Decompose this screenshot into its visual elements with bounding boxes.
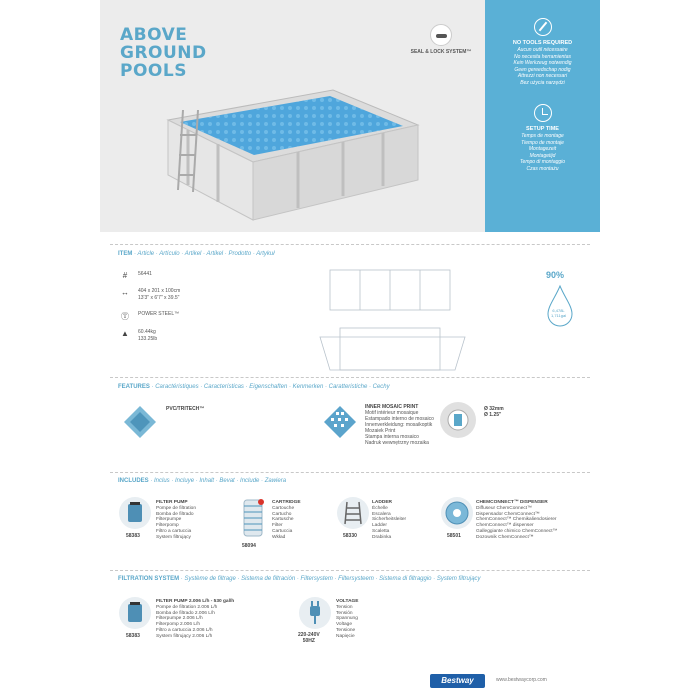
include-heading: LADDER	[372, 500, 392, 505]
product-sheet	[100, 0, 600, 700]
feature-highlight-panel	[485, 0, 600, 232]
filter-pump-icon	[118, 596, 152, 630]
voltage-value	[298, 632, 320, 644]
spec-item-number	[118, 271, 152, 280]
include-heading: FILTER PUMP 2.006 L/h - 530 gal/h	[156, 599, 235, 604]
translation-line: Mozaiek Print	[365, 428, 396, 434]
translation-line: Sicherheitsleiter	[372, 517, 407, 523]
cartridge-icon	[240, 496, 266, 540]
trademark-icon: Ⓣ	[121, 312, 129, 321]
translation-line: Voltage	[336, 622, 353, 628]
translation-line: Escalera	[372, 511, 391, 517]
translation-line: Pompe de filtration	[156, 505, 196, 511]
translation-line: Diffuseur ChemConnect™	[476, 505, 532, 511]
hero-title	[120, 26, 207, 80]
translation-line: Napięcie	[336, 633, 355, 639]
include-heading: FILTER PUMP	[156, 500, 188, 505]
translation-line: Bomba de filtrado	[156, 511, 194, 517]
section-title-langs: · Système de filtrage · Sistema de filtración · Filtersystem · Filtersysteem · Sistema di filtraggio · System filtrujący	[180, 576, 481, 582]
translation-line: System filtrujący	[156, 534, 191, 540]
translation-line: Tempo di montaggio	[519, 159, 566, 165]
translation-line: Filtro a cartuccia	[156, 528, 192, 534]
weight-metric: 60.44kg	[138, 329, 156, 335]
filter-pump-icon	[118, 496, 152, 530]
feature-heading: PVC/TRITECH™	[166, 406, 205, 412]
capacity-label	[551, 308, 566, 318]
translation-line: Filterpomp	[156, 523, 179, 529]
translation-line: Filterpumpe	[156, 517, 182, 523]
translation-line: Aucun outil nécessaire	[517, 47, 568, 53]
hero-title-line: ABOVE	[120, 25, 188, 45]
translation-line: Attrezzi non necessari	[517, 73, 568, 79]
translation-line: Cartucho	[272, 511, 292, 517]
translation-line: Filterpumpe 2.006 L/h	[156, 616, 203, 622]
translation-line: Motif intérieur mosaique	[365, 410, 419, 416]
section-title-main: ITEM	[118, 251, 133, 257]
setup-time-translations	[485, 133, 600, 172]
translation-line: Geen gereedschap nodig	[514, 66, 571, 73]
translation-line: Kein Werkzeug notwendig	[513, 60, 572, 66]
item-section-title	[118, 251, 275, 257]
spec-material	[118, 311, 179, 322]
translation-line: Tensione	[336, 627, 356, 633]
translation-line: Drabinka	[372, 534, 392, 540]
translation-line: Bez użycia narzędzi	[520, 79, 565, 86]
translation-line: Montagetijd	[529, 152, 556, 159]
translation-line: System filtrujący 2.006 L/h	[156, 633, 213, 639]
translation-line: Dozownik ChemConnect™	[476, 534, 534, 540]
features-section-title	[118, 384, 390, 390]
no-tools-icon	[534, 18, 552, 36]
translation-line: Tensión	[336, 610, 353, 616]
voltage-frequency: 50HZ	[302, 638, 315, 644]
translation-line: No necesita herramientas	[514, 53, 571, 60]
translation-line: Kartusche	[272, 517, 294, 523]
setup-time-icon	[534, 104, 552, 122]
seal-lock-label: SEAL & LOCK SYSTEM™	[410, 49, 472, 55]
section-title-langs: · Inclus · Incluye · Inhalt · Bevat · Include · Zawiera	[150, 478, 287, 484]
translation-line: Filter	[272, 523, 283, 529]
dimension-diagram	[295, 262, 490, 382]
ladder-icon	[336, 496, 370, 530]
product-code: 58330	[343, 533, 357, 539]
section-title-main: FILTRATION SYSTEM	[118, 576, 180, 582]
translation-line: ChemConnect™ dispenser	[476, 523, 534, 529]
setup-time-heading: SETUP TIME	[526, 126, 559, 132]
power-plug-icon	[298, 596, 332, 630]
include-filter-pump	[156, 500, 196, 541]
translation-line: Bomba de filtrado 2.006 L/h	[156, 610, 215, 616]
translation-line: Stampa interna mosaico	[365, 434, 419, 440]
include-ladder	[372, 500, 406, 541]
filtration-pump	[156, 599, 234, 640]
filtration-section-title	[118, 576, 481, 582]
translation-line: Temps de montage	[521, 133, 564, 139]
no-tools-translations	[485, 47, 600, 86]
product-code: 58094	[242, 543, 256, 549]
include-cartridge	[272, 500, 301, 541]
hero-image-panel	[100, 0, 485, 232]
section-divider	[110, 570, 590, 571]
section-title-main: INCLUDES	[118, 478, 149, 484]
section-title-langs: · Article · Artículo · Artikel · Artikel · Prodotto · Artykuł	[134, 251, 275, 257]
translation-line: Dispensador ChemConnect™	[476, 511, 540, 517]
include-heading: CARTRIDGE	[272, 500, 301, 505]
translation-line: Czas montażu	[526, 165, 559, 172]
dimension-imperial: 13'3" x 6'7" x 39.5"	[138, 294, 180, 301]
translation-line: Montagezeit	[528, 146, 557, 152]
dimensions-icon: ↔	[121, 288, 129, 297]
translation-line: Galleggiante chimico ChemConnect™	[476, 528, 558, 534]
chem-dispenser-icon	[440, 496, 474, 530]
include-chem-dispenser	[476, 500, 557, 541]
pipe-diameter-inch: Ø 1.25"	[484, 412, 502, 418]
translation-line: Innenverkleidung: mosaikoptik	[365, 422, 433, 428]
material-label: POWER STEEL™	[138, 311, 180, 317]
feature-heading: INNER MOSAIC PRINT	[365, 404, 419, 410]
product-code: 58383	[126, 633, 140, 639]
water-drop-icon	[545, 284, 575, 328]
translation-line: Cartouche	[272, 505, 295, 511]
section-title-langs: · Caractéristiques · Características · Eigenschaften · Kenmerken · Caratteristiche · Cechy	[151, 384, 390, 390]
hash-icon: #	[122, 271, 128, 280]
translation-line: Pompe de filtration 2.006 L/h	[156, 604, 218, 610]
website-url[interactable]: www.bestwaycorp.com	[496, 677, 547, 683]
hero-title-line: POOLS	[120, 61, 187, 81]
translation-line: ChemConnect™ Chemikaliendosierer	[476, 517, 557, 523]
translation-line: Filterpomp 2.006 L/h	[156, 622, 200, 628]
translation-line: Échelle	[372, 505, 388, 511]
voltage-range: 220-240V	[298, 632, 320, 638]
weight-imperial: 133.25lb	[138, 335, 158, 342]
feature-pvc	[166, 406, 204, 412]
product-code: 58383	[126, 533, 140, 539]
seal-lock-icon	[430, 24, 452, 46]
spec-dimensions	[118, 288, 180, 301]
capacity-gallons: 1,711gal	[551, 313, 567, 318]
filtration-voltage	[336, 599, 358, 640]
no-tools-heading: NO TOOLS REQUIRED	[512, 40, 573, 46]
include-heading: CHEMCONNECT™ DISPENSER	[476, 500, 548, 505]
fill-percentage: 90%	[546, 270, 565, 280]
translation-line: Tension	[336, 604, 353, 610]
pool-illustration	[158, 80, 428, 230]
translation-line: Filtro a cartuccia 2.006 L/h	[156, 627, 213, 633]
weight-icon: ▲	[121, 329, 129, 338]
translation-line: Tiempo de montaje	[521, 139, 564, 146]
translation-line: Cartuccia	[272, 528, 293, 534]
feature-mosaic	[365, 404, 434, 446]
translation-line: Ladder	[372, 523, 387, 529]
translation-line: Scaletta	[372, 528, 390, 534]
capacity-liters: 6,478L	[552, 308, 565, 313]
bestway-logo: Bestway	[430, 674, 485, 688]
translation-line: Spannung	[336, 616, 358, 622]
pipe-diameter-mm: Ø 32mm	[484, 406, 504, 412]
product-code: 58501	[447, 533, 461, 539]
dimension-metric: 404 x 201 x 100cm	[138, 288, 181, 294]
section-divider	[110, 472, 590, 473]
section-divider	[110, 244, 590, 245]
hero-title-line: GROUND	[120, 43, 207, 63]
pvc-material-icon	[120, 402, 160, 442]
mosaic-print-icon	[320, 402, 360, 442]
section-title-main: FEATURES	[118, 384, 150, 390]
feature-pipe	[484, 406, 504, 418]
includes-section-title	[118, 478, 286, 484]
section-divider	[110, 377, 590, 378]
pipe-diameter-icon	[438, 400, 478, 440]
spec-weight	[118, 329, 157, 342]
item-number: 56441	[138, 271, 152, 277]
include-heading: VOLTAGE	[336, 599, 359, 604]
translation-line: Nadruk wewnętrzny mozaika	[365, 440, 429, 446]
translation-line: Wkład	[272, 534, 286, 540]
translation-line: Estampado interno de mosaico	[365, 416, 434, 422]
seal-lock-badge	[396, 24, 485, 55]
